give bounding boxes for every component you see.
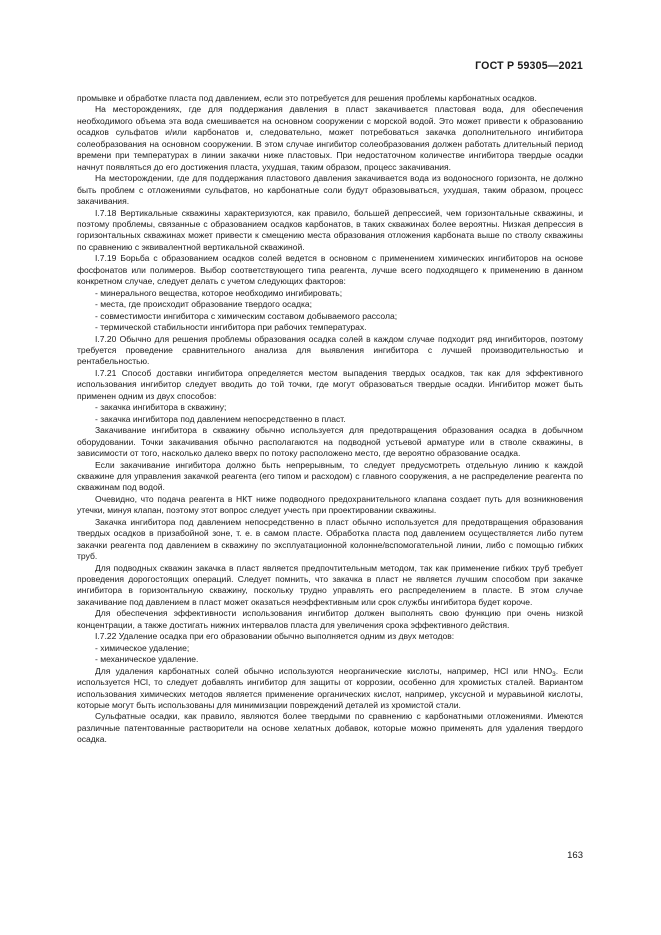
paragraph: промывке и обработке пласта под давлением, если это потребуется для решения проблемы карбонатных осадков. — [77, 93, 537, 103]
paragraph: Для подводных скважин закачка в пласт является предпочтительным методом, так как применение гибких труб требует проведения дорогостоящих операций. Следует помнить, что закачка в пласт не является лучшим способом при закачке ингибитора в горизонтальную скважину, поскольку трудно управлять его распределением в пласте. В этом случае закачивание под давлением в пласт может оказаться неэффективным или срок службы ингибитора будет короче. — [77, 562, 583, 607]
paragraph: Для обеспечения эффективности использования ингибитор должен выполнять свою функцию при очень низкой концентрации, а также достигать нижних интервалов пласта для увеличения срока эффективного действия. — [77, 608, 583, 630]
list-item: - совместимости ингибитора с химическим составом добываемого рассола; — [95, 310, 398, 321]
list-item: - химическое удаление; — [95, 642, 190, 653]
paragraph: Если закачивание ингибитора должно быть непрерывным, то следует предусмотреть отдельную линию к каждой скважине для управления закачкой реагента (его типом и расходом) с главного сооружения, а не распределение реагента по скважинам под водой. — [77, 459, 583, 493]
list-item: - термической стабильности ингибитора при рабочих температурах. — [95, 322, 367, 333]
section-I-7-20: I.7.20 Обычно для решения проблемы образования осадка солей в каждом случае подходит ряд ингибиторов, поэтому требуется проведение сравнительного анализа для выявления ингибитора с лучшей производительностью и рентабельностью. — [77, 333, 583, 367]
list-item: - закачка ингибитора в скважину; — [95, 402, 227, 413]
section-I-7-22: I.7.22 Удаление осадка при его образовании обычно выполняется одним из двух методов: — [95, 631, 455, 642]
standard-header: ГОСТ Р 59305—2021 — [475, 60, 583, 72]
list-item: - закачка ингибитора под давлением непосредственно в пласт. — [95, 413, 346, 424]
paragraph: Сульфатные осадки, как правило, являются более твердыми по сравнению с карбонатными отложениями. Имеются различные патентованные растворители на основе хелатных добавок, которые можно применять для удаления твердого осадка. — [77, 711, 583, 745]
acids-text-after: . Если используется HCl, то следует добавлять ингибитор для защиты от коррозии, особенно для хромистых сталей. Вариантом использования химических методов является применение органических кислот, например, уксусной и муравьиной кислоты, которые могут быть использованы для минимизации повреждений деталей из хромистой стали. — [77, 665, 583, 711]
paragraph: На месторождениях, где для поддержания давления в пласт закачивается пластовая вода, для обеспечения необходимого объема эта вода смешивается на основном сооружении с морской водой. Это может привести к образованию осадков сульфатов и/или карбонатов и, следовательно, может потребоваться закачка дополнительного ингибитора солеобразования на основном сооружении. В этом случае ингибитор солеобразования должен работать длительный период времени при температурах в линии закачки ниже пластовых. При недостаточном количестве ингибитора твердые осадки начнут появляться до его достижения пласта, ухудшая, таким образом, процесс закачивания. — [77, 104, 583, 172]
list-item: - механическое удаление. — [95, 654, 199, 665]
acids-text-before: Для удаления карбонатных солей обычно используются неорганические кислоты, например, HCl или HNO — [95, 665, 553, 676]
subscript-3: 3 — [552, 670, 556, 678]
list-item: - места, где происходит образование твердого осадка; — [95, 299, 313, 310]
section-I-7-19: I.7.19 Борьба с образованием осадков солей ведется в основном с применением химических ингибиторов на основе фосфонатов или полимеров. Выбор соответствующего типа реагента, лучше всего подходящего к применению в данном конкретном случае, следует делать с учетом следующих факторов: — [77, 253, 583, 287]
paragraph: Закачка ингибитора под давлением непосредственно в пласт обычно используется для предотвращения образования твердых осадков в призабойной зоне, т. е. в самом пласте. Обработка пласта под давлением осуществляется либо путем закачки реагента под давлением в скважину по эксплуатационной колонне/вспомогательной линии, либо с помощью гибких труб. — [77, 516, 583, 562]
section-I-7-18: I.7.18 Вертикальные скважины характеризуются, как правило, большей депрессией, чем горизонтальные скважины, и поэтому проблемы, связанные с образованием осадков карбонатов, в таких скважинах более вероятны. Низкая депрессия в горизонтальных скважинах может привести к смещению места образования отложения карбоната выше по стволу скважины по сравнению с эквивалентной вертикальной скважиной. — [77, 207, 583, 252]
document-body — [77, 93, 583, 746]
page-number: 163 — [567, 850, 583, 861]
paragraph: На месторождении, где для поддержания пластового давления закачивается вода из водоносного горизонта, не должно быть проблем с отложениями сульфатов, но карбонатные соли будут образовываться, ухудшая, таким образом, процесс закачивания. — [77, 173, 583, 207]
paragraph: Закачивание ингибитора в скважину обычно используется для предотвращения образования осадка в добычном оборудовании. Точки закачивания обычно располагаются на подводной устьевой арматуре или в стволе скважины, в зависимости от того, насколько далеко вверх по потоку расположено место, где вероятно образование осадка. — [77, 425, 583, 459]
paragraph-acids — [77, 666, 583, 712]
section-I-7-21: I.7.21 Способ доставки ингибитора определяется местом выпадения твердых осадков, так как для эффективного использования ингибитор следует вводить до той точки, где могут образоваться твердые осадки. Ингибитор может быть применен одним из двух способов: — [77, 367, 583, 401]
paragraph: Очевидно, что подача реагента в НКТ ниже подводного предохранительного клапана создает путь для возникновения утечки, минуя клапан, поэтому этот вопрос следует учесть при проектировании скважины. — [77, 493, 583, 516]
list-item: - минерального вещества, которое необходимо ингибировать; — [95, 287, 343, 298]
